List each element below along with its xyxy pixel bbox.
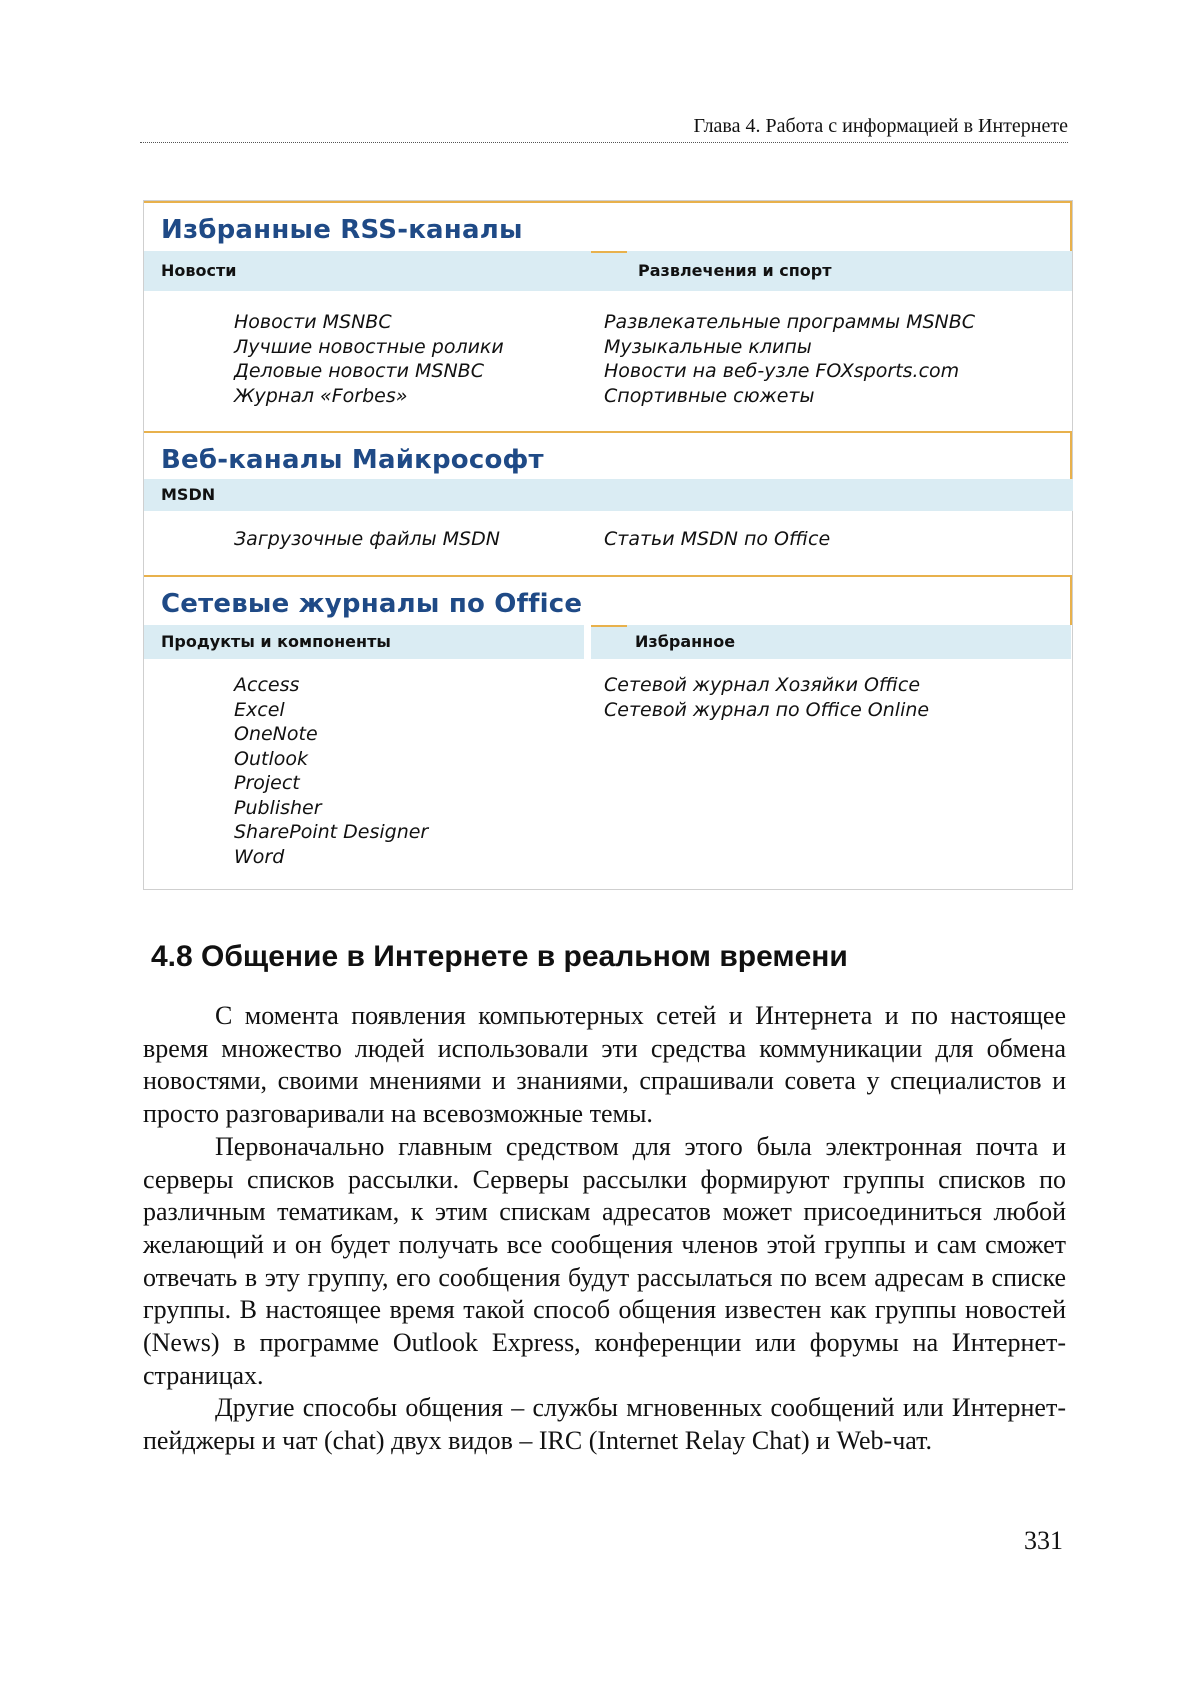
feed-link[interactable]: Новости на веб-узле FOXsports.com [604, 360, 960, 382]
office-col2-header: Избранное [635, 632, 736, 651]
running-header: Глава 4. Работа с информацией в Интернете [140, 112, 1068, 143]
feeds-panel [143, 200, 1073, 890]
rss-col2-list [604, 310, 975, 408]
microsoft-col1-list [234, 527, 500, 552]
feed-link[interactable]: Статьи MSDN по Office [604, 528, 831, 550]
microsoft-subhead-band [144, 479, 1073, 511]
rss-col1-list [234, 310, 504, 408]
section-heading: 4.8 Общение в Интернете в реальном времени [151, 940, 848, 973]
feed-link[interactable]: Project [234, 772, 300, 794]
office-section-title: Сетевые журналы по Office [161, 589, 583, 619]
office-col1-list [234, 673, 428, 869]
feed-link[interactable]: Журнал «Forbes» [234, 384, 408, 407]
rss-subhead-band [144, 251, 1072, 291]
office-subhead-band-right [591, 625, 1071, 659]
feed-link[interactable]: Загрузочные файлы MSDN [234, 528, 500, 550]
feed-link[interactable]: Музыкальные клипы [604, 335, 812, 358]
rss-col2-header: Развлечения и спорт [638, 261, 832, 280]
feed-link[interactable]: Access [234, 674, 300, 696]
feed-link[interactable]: Спортивные сюжеты [604, 384, 815, 407]
page-number: 331 [1024, 1526, 1063, 1555]
microsoft-col2-list [604, 527, 830, 552]
feed-link[interactable]: Лучшие новостные ролики [234, 335, 504, 358]
rss-col1-header: Новости [161, 261, 237, 280]
feed-link[interactable]: Publisher [234, 796, 322, 819]
feed-link[interactable]: Excel [234, 698, 285, 721]
feed-link[interactable]: Outlook [234, 747, 308, 770]
feed-link[interactable]: OneNote [234, 723, 318, 745]
office-col2-list [604, 673, 929, 722]
tab-marker [591, 251, 627, 253]
microsoft-section-title-frame [144, 431, 1072, 481]
microsoft-section-title: Веб-каналы Майкрософт [161, 445, 544, 475]
feed-link[interactable]: Word [234, 845, 285, 868]
feed-link[interactable]: Деловые новости MSNBC [234, 360, 484, 382]
office-blogs-section [144, 575, 1073, 889]
feed-link[interactable]: Сетевой журнал Хозяйки Office [604, 674, 921, 696]
paragraph: Другие способы общения – службы мгновенных сообщений или Интернет-пейджеры и чат (chat) двух видов – IRC (Internet Relay Chat) и Web-чат. [143, 1393, 1066, 1456]
microsoft-feeds-section [144, 431, 1073, 575]
rss-feeds-section [144, 201, 1073, 431]
rss-section-title-frame [144, 201, 1072, 251]
feed-link[interactable]: Новости MSNBC [234, 311, 392, 333]
body-text [143, 1000, 1066, 1458]
microsoft-col1-header: MSDN [161, 485, 216, 504]
paragraph: Первоначально главным средством для этого была электронная почта и серверы списков рассылки. Серверы рассылки формируют группы списков по различным тематикам, к этим спискам адресатов может присоединиться любой желающий и он будет получать все сообщения членов этой группы и сам сможет отвечать в эту группу, его сообщения будут рассылаться по всем адресам в списке группы. В настоящее время такой способ общения известен как группы новостей (News) в программе Outlook Express, конференции или форумы на Интернет-страницах. [143, 1131, 1066, 1390]
office-section-title-frame [144, 575, 1072, 625]
rss-section-title: Избранные RSS-каналы [161, 215, 523, 245]
feed-link[interactable]: Развлекательные программы MSNBC [604, 311, 976, 333]
feed-link[interactable]: Сетевой журнал по Office Online [604, 698, 930, 721]
tab-marker [591, 625, 627, 627]
feed-link[interactable]: SharePoint Designer [234, 821, 429, 843]
office-subhead-band-left [144, 625, 584, 659]
office-col1-header: Продукты и компоненты [161, 632, 391, 651]
paragraph: С момента появления компьютерных сетей и Интернета и по настоящее время множество людей использовали эти средства коммуникации для обмена новостями, своими мнениями и знаниями, спрашивали совета у специалистов и просто разговаривали на всевозможные темы. [143, 1001, 1066, 1129]
